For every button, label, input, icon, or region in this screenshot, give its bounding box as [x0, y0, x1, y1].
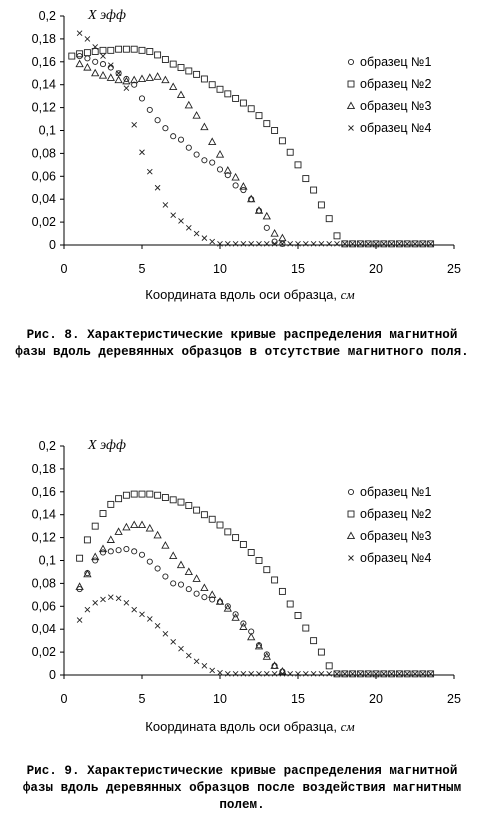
- x-tick-label: 5: [138, 262, 146, 276]
- data-point: [271, 230, 278, 236]
- legend-label: образец №2: [360, 77, 432, 91]
- y-tick-label: 0,04: [31, 192, 56, 207]
- chart-figure-8: [0, 0, 484, 290]
- y-tick-label: 0,18: [31, 31, 56, 46]
- data-point: [116, 71, 121, 76]
- x-tick-label: 0: [60, 692, 68, 706]
- legend-label: образец №3: [360, 99, 432, 113]
- data-point: [194, 659, 199, 664]
- data-point: [256, 113, 262, 119]
- data-point: [185, 568, 192, 574]
- data-point: [280, 241, 285, 246]
- data-point: [100, 545, 107, 551]
- data-point: [116, 46, 122, 52]
- data-point: [428, 671, 433, 676]
- figure-8: [0, 0, 484, 400]
- legend-item: [348, 99, 432, 113]
- data-point: [233, 671, 238, 676]
- x-axis-unit: см: [340, 287, 355, 302]
- data-point: [264, 121, 270, 127]
- data-point: [288, 241, 293, 246]
- data-point: [209, 516, 215, 522]
- y-tick-label: 0,1: [38, 553, 56, 568]
- data-point: [232, 174, 239, 180]
- data-point: [139, 491, 145, 497]
- data-point: [154, 73, 161, 79]
- data-point: [287, 149, 293, 155]
- data-point: [366, 241, 371, 246]
- data-point: [116, 496, 122, 502]
- data-point: [163, 126, 168, 131]
- data-point: [381, 671, 386, 676]
- data-point: [162, 77, 169, 83]
- data-point: [257, 671, 262, 676]
- data-point: [272, 671, 277, 676]
- data-point: [335, 241, 340, 246]
- data-point: [108, 501, 114, 507]
- y-tick-label: 0,14: [31, 77, 56, 92]
- data-point: [146, 525, 153, 531]
- data-point: [76, 60, 83, 66]
- data-point: [295, 162, 301, 168]
- data-point: [194, 231, 199, 236]
- data-point: [131, 491, 137, 497]
- data-point: [92, 523, 98, 529]
- y-tick-label: 0,16: [31, 484, 56, 499]
- legend-label: образец №1: [360, 485, 432, 499]
- data-point: [92, 70, 99, 76]
- data-point: [342, 671, 347, 676]
- x-tick-label: 15: [291, 692, 305, 706]
- data-point: [132, 549, 137, 554]
- data-point: [420, 671, 425, 676]
- data-point: [124, 600, 129, 605]
- data-point: [186, 653, 191, 658]
- data-point: [342, 241, 347, 246]
- data-point: [210, 160, 215, 165]
- y-tick-label: 0: [49, 238, 56, 252]
- series-3: [76, 60, 286, 240]
- data-point: [194, 71, 200, 77]
- data-point: [326, 216, 332, 222]
- data-point: [123, 492, 129, 498]
- series-1: [77, 546, 285, 674]
- x-tick-label: 25: [447, 262, 461, 276]
- legend-item: [348, 507, 431, 521]
- data-point: [186, 68, 192, 74]
- data-point: [201, 76, 207, 82]
- data-point: [85, 56, 90, 61]
- x-tick-label: 0: [60, 262, 68, 276]
- data-point: [194, 507, 200, 513]
- legend-marker: [348, 102, 355, 108]
- data-point: [131, 46, 137, 52]
- data-point: [217, 151, 224, 157]
- data-point: [389, 241, 394, 246]
- data-point: [146, 74, 153, 80]
- data-point: [77, 618, 82, 623]
- data-point: [202, 663, 207, 668]
- y-tick-label: 0,16: [31, 54, 56, 69]
- data-point: [303, 625, 309, 631]
- data-point: [397, 671, 402, 676]
- data-point: [147, 48, 153, 54]
- data-point: [249, 241, 254, 246]
- data-point: [162, 495, 168, 501]
- data-point: [248, 549, 254, 555]
- data-point: [178, 91, 185, 97]
- legend-marker: [349, 556, 354, 561]
- data-point: [202, 158, 207, 163]
- data-point: [163, 574, 168, 579]
- data-point: [194, 591, 199, 596]
- data-point: [179, 646, 184, 651]
- data-point: [201, 123, 208, 129]
- data-point: [139, 96, 144, 101]
- data-point: [279, 588, 285, 594]
- data-point: [147, 616, 152, 621]
- x-tick-label: 15: [291, 262, 305, 276]
- data-point: [131, 521, 138, 527]
- data-point: [311, 187, 317, 193]
- data-point: [319, 241, 324, 246]
- data-point: [193, 112, 200, 118]
- data-point: [335, 671, 340, 676]
- y-tick-label: 0,12: [31, 530, 56, 545]
- data-point: [115, 528, 122, 534]
- data-point: [287, 601, 293, 607]
- data-point: [218, 670, 223, 675]
- data-point: [256, 558, 262, 564]
- data-point: [201, 512, 207, 518]
- data-point: [139, 521, 146, 527]
- data-point: [241, 241, 246, 246]
- data-point: [85, 607, 90, 612]
- figure-caption: Рис. 8. Характеристические кривые распределения магнитной фазы вдоль деревянных образцов в отсутствие магнитного поля.: [15, 328, 469, 359]
- data-point: [326, 663, 332, 669]
- y-axis-label: X эфф: [88, 8, 126, 23]
- y-tick-label: 0,06: [31, 599, 56, 614]
- data-point: [202, 236, 207, 241]
- data-point: [272, 128, 278, 134]
- data-point: [140, 150, 145, 155]
- legend-label: образец №1: [360, 55, 432, 69]
- data-point: [272, 577, 278, 583]
- data-point: [233, 95, 239, 101]
- x-tick-label: 10: [213, 692, 227, 706]
- data-point: [209, 82, 215, 88]
- data-point: [101, 54, 106, 59]
- data-point: [77, 31, 82, 36]
- legend-item: [349, 551, 432, 565]
- data-point: [202, 595, 207, 600]
- data-point: [93, 558, 98, 563]
- data-point: [405, 241, 410, 246]
- legend-item: [348, 55, 431, 69]
- data-point: [263, 213, 270, 219]
- data-point: [217, 86, 223, 92]
- x-tick-label: 10: [213, 262, 227, 276]
- legend-marker: [349, 126, 354, 131]
- data-point: [93, 600, 98, 605]
- legend-item: [348, 77, 431, 91]
- data-point: [225, 91, 231, 97]
- data-point: [240, 541, 246, 547]
- data-point: [428, 241, 433, 246]
- data-point: [108, 549, 113, 554]
- data-point: [225, 241, 230, 246]
- data-point: [178, 561, 185, 567]
- data-point: [318, 649, 324, 655]
- y-tick-label: 0,14: [31, 507, 56, 522]
- data-point: [303, 241, 308, 246]
- x-tick-label: 20: [369, 692, 383, 706]
- data-point: [311, 241, 316, 246]
- data-point: [179, 218, 184, 223]
- y-tick-label: 0,08: [31, 576, 56, 591]
- data-point: [171, 213, 176, 218]
- data-point: [303, 176, 309, 182]
- data-point: [334, 233, 340, 239]
- data-point: [101, 597, 106, 602]
- data-point: [85, 36, 90, 41]
- data-point: [257, 241, 262, 246]
- data-point: [405, 671, 410, 676]
- data-point: [147, 107, 152, 112]
- data-point: [295, 612, 301, 618]
- chart-figure-9: [0, 430, 484, 720]
- data-point: [84, 537, 90, 543]
- legend-marker: [348, 532, 355, 538]
- legend-marker: [348, 81, 354, 87]
- data-point: [350, 671, 355, 676]
- data-point: [170, 83, 177, 89]
- data-point: [217, 167, 222, 172]
- data-point: [210, 668, 215, 673]
- data-point: [139, 75, 146, 81]
- series-3: [76, 521, 286, 674]
- data-point: [233, 183, 238, 188]
- data-point: [249, 671, 254, 676]
- y-axis-label: X эфф: [88, 438, 126, 453]
- data-point: [318, 202, 324, 208]
- legend-item: [349, 121, 432, 135]
- data-point: [132, 607, 137, 612]
- data-point: [170, 552, 177, 558]
- data-point: [358, 671, 363, 676]
- data-point: [233, 241, 238, 246]
- data-point: [319, 671, 324, 676]
- data-point: [116, 548, 121, 553]
- data-point: [123, 524, 130, 530]
- data-point: [240, 183, 247, 189]
- legend-item: [348, 529, 432, 543]
- data-point: [288, 671, 293, 676]
- data-point: [155, 118, 160, 123]
- data-point: [225, 671, 230, 676]
- data-point: [124, 546, 129, 551]
- series-4: [77, 595, 433, 677]
- series-1: [77, 53, 285, 246]
- data-point: [186, 587, 191, 592]
- data-point: [327, 671, 332, 676]
- y-tick-label: 0,12: [31, 100, 56, 115]
- data-point: [327, 241, 332, 246]
- y-tick-label: 0,02: [31, 645, 56, 660]
- data-point: [420, 241, 425, 246]
- data-point: [100, 511, 106, 517]
- legend-label: образец №4: [360, 551, 432, 565]
- data-point: [100, 550, 105, 555]
- data-point: [155, 52, 161, 58]
- data-point: [178, 65, 184, 71]
- data-point: [171, 134, 176, 139]
- data-point: [84, 50, 90, 56]
- data-point: [139, 47, 145, 53]
- data-point: [69, 53, 75, 59]
- data-point: [381, 241, 386, 246]
- x-axis-label-text: Координата вдоль оси образца,: [145, 719, 337, 734]
- data-point: [241, 187, 246, 192]
- data-point: [194, 152, 199, 157]
- data-point: [248, 106, 254, 112]
- y-tick-label: 0,06: [31, 169, 56, 184]
- x-tick-label: 20: [369, 262, 383, 276]
- x-tick-label: 25: [447, 692, 461, 706]
- data-point: [241, 671, 246, 676]
- data-point: [107, 74, 114, 80]
- data-point: [193, 575, 200, 581]
- data-point: [233, 535, 239, 541]
- data-point: [108, 595, 113, 600]
- legend-label: образец №4: [360, 121, 432, 135]
- x-axis-label: [40, 287, 460, 303]
- data-point: [124, 86, 129, 91]
- data-point: [154, 532, 161, 538]
- data-point: [311, 671, 316, 676]
- data-point: [366, 671, 371, 676]
- data-point: [139, 552, 144, 557]
- data-point: [100, 61, 105, 66]
- figure-caption: Рис. 9. Характеристические кривые распределения магнитной фазы вдоль деревянных образцов после воздействия магнитным полем.: [22, 764, 462, 812]
- data-point: [350, 241, 355, 246]
- data-point: [178, 582, 183, 587]
- y-tick-label: 0,2: [38, 9, 56, 23]
- data-point: [209, 138, 216, 144]
- data-point: [185, 102, 192, 108]
- data-point: [279, 138, 285, 144]
- data-point: [162, 57, 168, 63]
- data-point: [171, 581, 176, 586]
- data-point: [163, 631, 168, 636]
- data-point: [248, 634, 255, 640]
- data-point: [163, 202, 168, 207]
- y-tick-label: 0,1: [38, 123, 56, 138]
- legend-item: [348, 485, 431, 499]
- data-point: [264, 225, 269, 230]
- x-axis-label-text: Координата вдоль оси образца,: [145, 287, 337, 302]
- data-point: [115, 77, 122, 83]
- data-point: [132, 122, 137, 127]
- data-point: [413, 241, 418, 246]
- data-point: [108, 47, 114, 53]
- data-point: [397, 241, 402, 246]
- data-point: [264, 671, 269, 676]
- data-point: [147, 169, 152, 174]
- data-point: [155, 566, 160, 571]
- data-point: [170, 497, 176, 503]
- data-point: [186, 503, 192, 509]
- data-point: [201, 584, 208, 590]
- legend-label: образец №2: [360, 507, 432, 521]
- data-point: [77, 555, 83, 561]
- y-tick-label: 0,08: [31, 146, 56, 161]
- data-point: [84, 64, 91, 70]
- legend-label: образец №3: [360, 529, 432, 543]
- data-point: [170, 61, 176, 67]
- figure-9: [0, 430, 484, 830]
- data-point: [92, 553, 99, 559]
- data-point: [178, 499, 184, 505]
- data-point: [100, 47, 106, 53]
- data-point: [147, 491, 153, 497]
- y-tick-label: 0,02: [31, 215, 56, 230]
- data-point: [279, 235, 286, 241]
- x-axis-label: [40, 719, 460, 735]
- data-point: [389, 671, 394, 676]
- y-tick-label: 0,04: [31, 622, 56, 637]
- y-tick-label: 0: [49, 668, 56, 682]
- data-point: [186, 225, 191, 230]
- data-point: [77, 53, 82, 58]
- x-axis-unit: см: [340, 719, 355, 734]
- data-point: [210, 239, 215, 244]
- data-point: [264, 567, 270, 573]
- data-point: [217, 522, 223, 528]
- data-point: [264, 241, 269, 246]
- data-point: [116, 596, 121, 601]
- data-point: [155, 623, 160, 628]
- data-point: [147, 559, 152, 564]
- data-point: [155, 185, 160, 190]
- data-point: [311, 638, 317, 644]
- data-point: [186, 145, 191, 150]
- data-point: [123, 46, 129, 52]
- legend-marker: [348, 59, 353, 64]
- x-tick-label: 5: [138, 692, 146, 706]
- data-point: [240, 100, 246, 106]
- legend-marker: [348, 511, 354, 517]
- y-tick-label: 0,2: [38, 439, 56, 453]
- data-point: [107, 536, 114, 542]
- data-point: [155, 492, 161, 498]
- data-point: [162, 542, 169, 548]
- data-point: [100, 72, 107, 78]
- data-point: [178, 137, 183, 142]
- data-point: [358, 241, 363, 246]
- data-point: [140, 612, 145, 617]
- y-tick-label: 0,18: [31, 461, 56, 476]
- data-point: [413, 671, 418, 676]
- data-point: [93, 59, 98, 64]
- data-point: [225, 529, 231, 535]
- data-point: [171, 639, 176, 644]
- legend-marker: [348, 489, 353, 494]
- data-point: [303, 671, 308, 676]
